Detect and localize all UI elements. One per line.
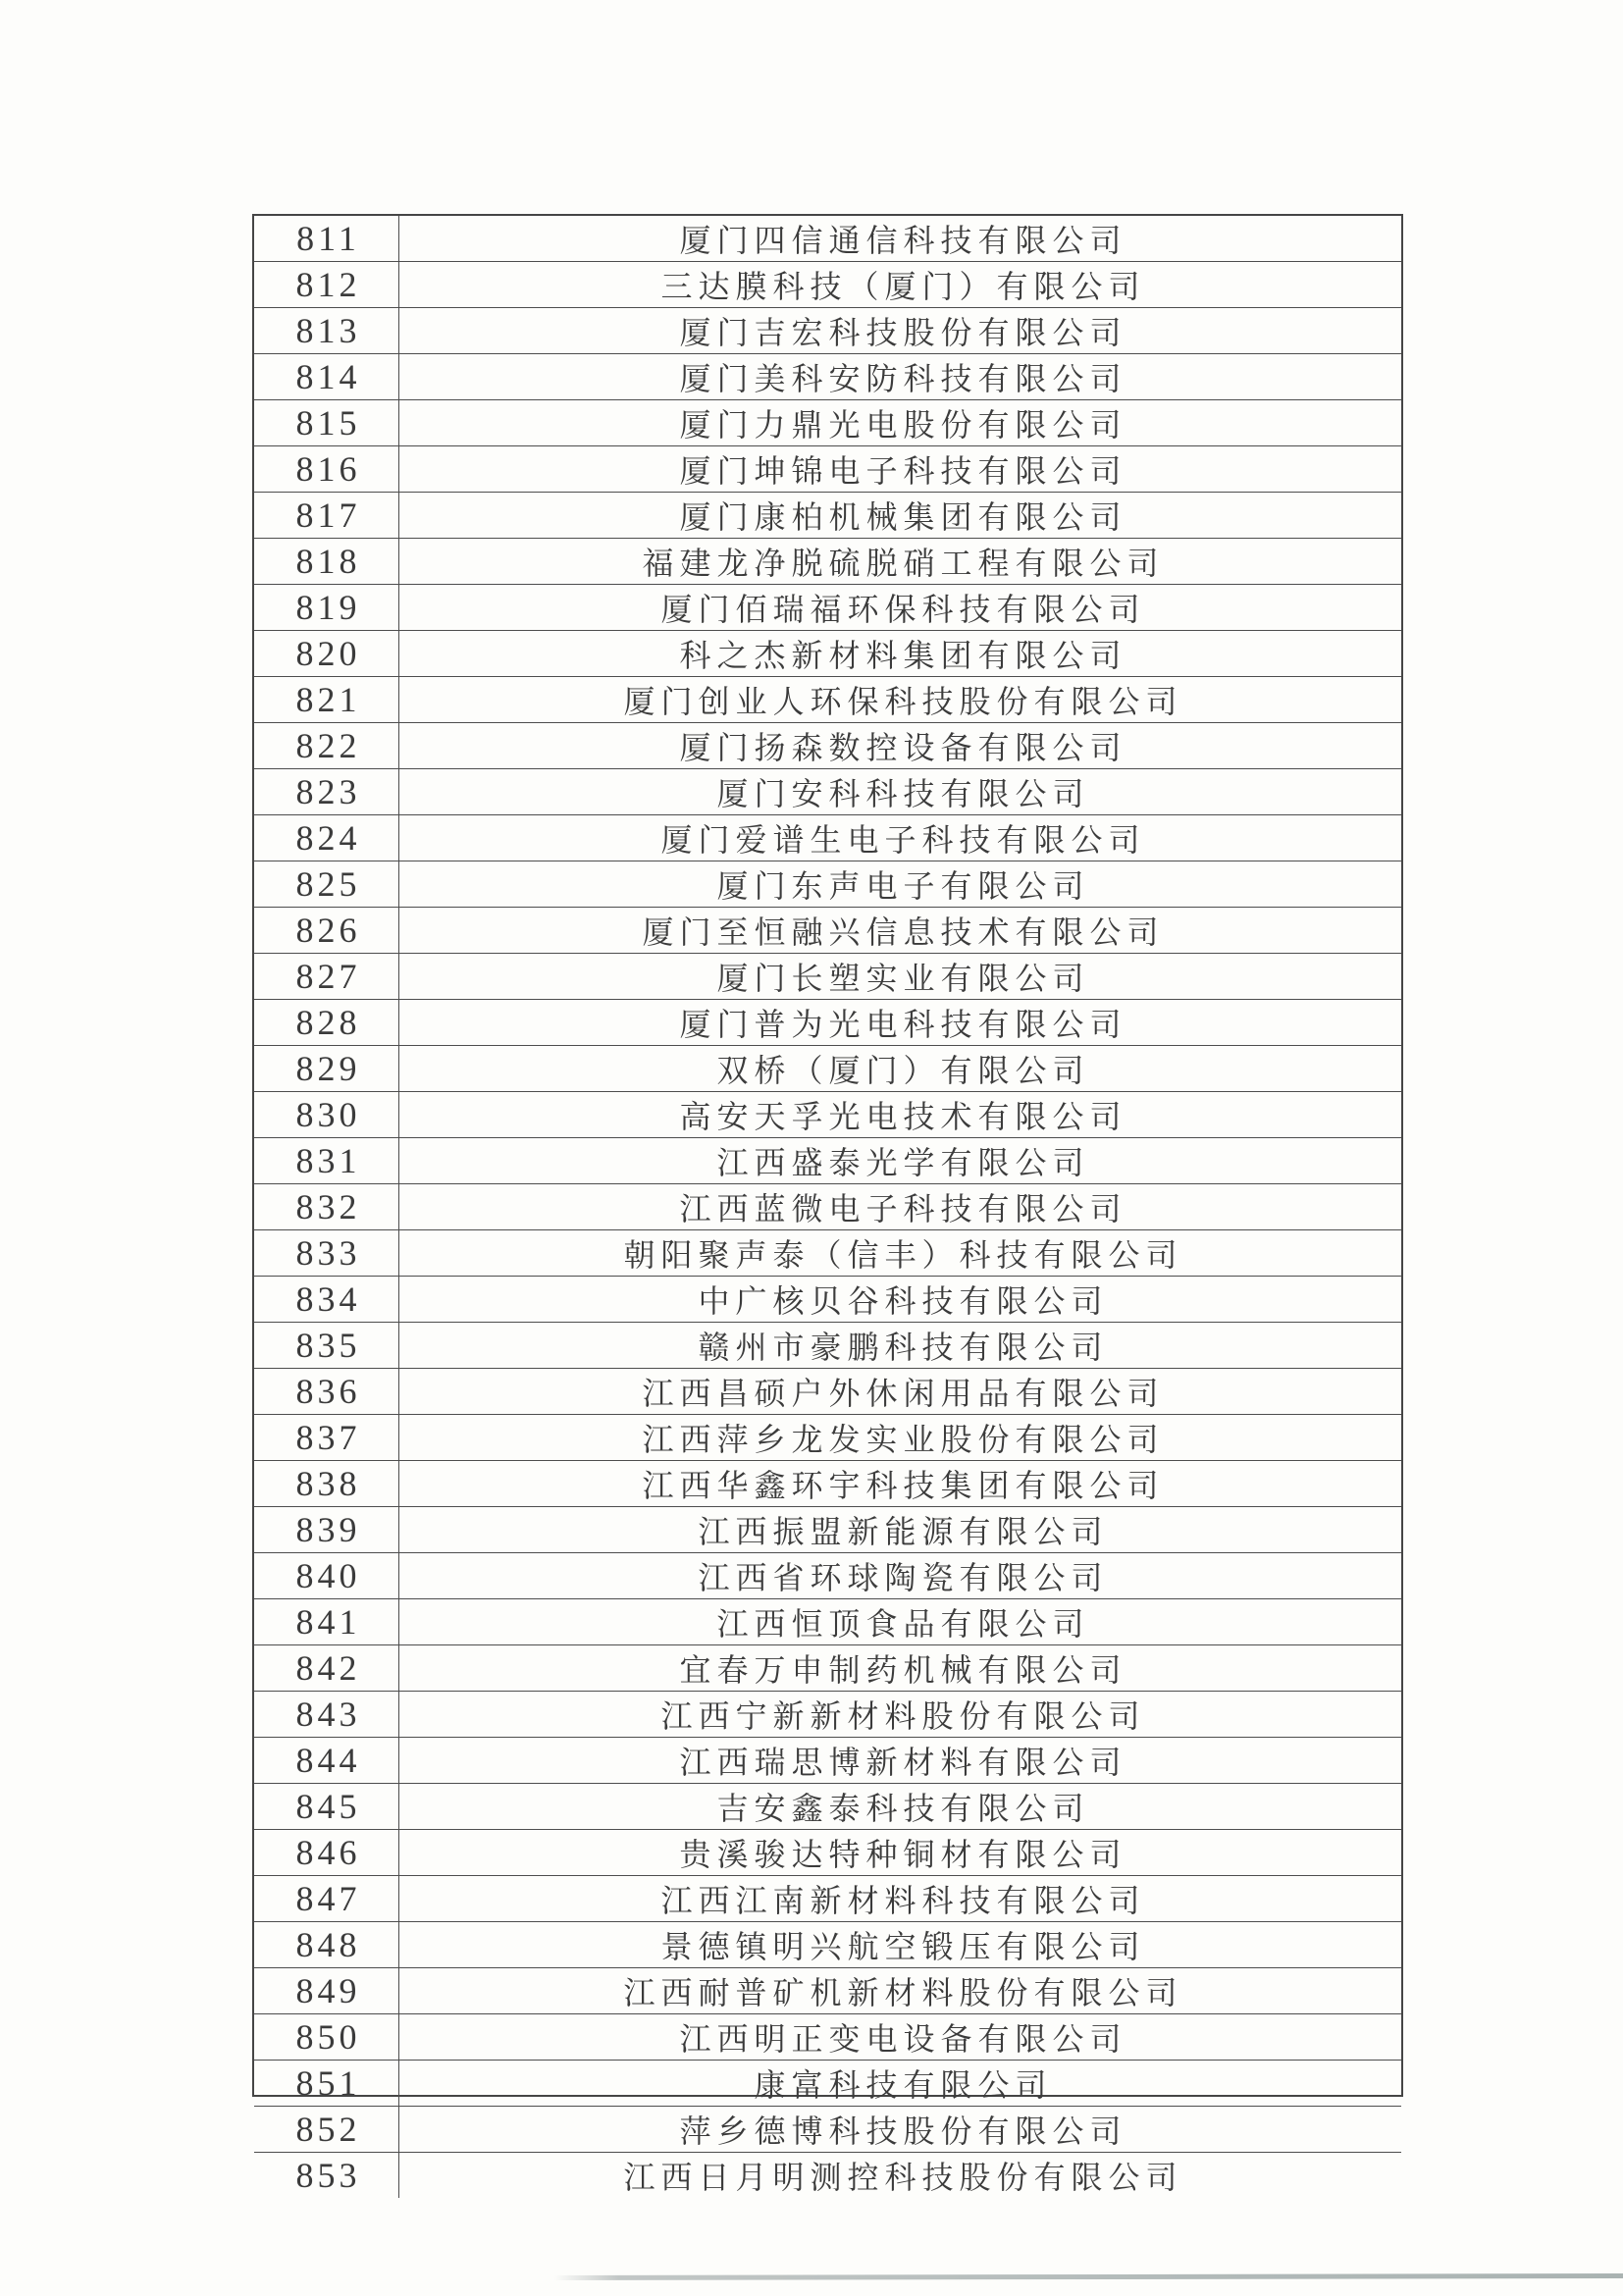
company-name: 福建龙净脱硫脱硝工程有限公司 — [642, 546, 1165, 581]
table-row — [254, 722, 1401, 768]
row-number: 840 — [254, 1553, 399, 1598]
company-name: 江西省环球陶瓷有限公司 — [698, 1560, 1109, 1595]
scan-artifact-line — [554, 2273, 1623, 2280]
row-number: 823 — [254, 769, 399, 814]
table-row — [254, 1137, 1401, 1183]
company-name: 厦门安科科技有限公司 — [716, 776, 1090, 811]
company-name: 厦门力鼎光电股份有限公司 — [679, 407, 1127, 443]
table-row — [254, 1322, 1401, 1368]
company-name: 江西华鑫环宇科技集团有限公司 — [642, 1468, 1165, 1503]
row-number: 842 — [254, 1645, 399, 1691]
company-name: 宜春万申制药机械有限公司 — [679, 1652, 1127, 1688]
row-number: 829 — [254, 1046, 399, 1091]
company-name: 双桥（厦门）有限公司 — [716, 1053, 1090, 1088]
row-number: 834 — [254, 1277, 399, 1322]
table-row — [254, 1691, 1401, 1737]
row-number: 835 — [254, 1323, 399, 1368]
row-number: 830 — [254, 1092, 399, 1137]
company-name: 江西日月明测控科技股份有限公司 — [623, 2160, 1183, 2195]
row-number: 825 — [254, 861, 399, 907]
table-row — [254, 1875, 1401, 1921]
row-number: 833 — [254, 1230, 399, 1276]
company-name: 萍乡德博科技股份有限公司 — [679, 2113, 1127, 2149]
row-number: 814 — [254, 354, 399, 399]
company-name: 江西盛泰光学有限公司 — [716, 1145, 1090, 1180]
table-row — [254, 1598, 1401, 1644]
table-row — [254, 814, 1401, 861]
table-row — [254, 1644, 1401, 1691]
table-row — [254, 492, 1401, 538]
row-number: 817 — [254, 493, 399, 538]
table-row — [254, 1414, 1401, 1460]
company-name: 厦门普为光电科技有限公司 — [679, 1007, 1127, 1042]
row-number: 827 — [254, 954, 399, 999]
row-number: 828 — [254, 1000, 399, 1045]
row-number: 851 — [254, 2061, 399, 2106]
table-row — [254, 907, 1401, 953]
company-name: 江西瑞思博新材料有限公司 — [679, 1745, 1127, 1780]
table-row — [254, 445, 1401, 492]
row-number: 843 — [254, 1692, 399, 1737]
company-name: 厦门创业人环保科技股份有限公司 — [623, 684, 1183, 719]
row-number: 847 — [254, 1876, 399, 1921]
company-name: 江西昌硕户外休闲用品有限公司 — [642, 1376, 1165, 1411]
table-row — [254, 2106, 1401, 2152]
row-number: 821 — [254, 677, 399, 722]
row-number: 815 — [254, 400, 399, 445]
company-name: 江西宁新新材料股份有限公司 — [660, 1698, 1146, 1734]
row-number: 850 — [254, 2014, 399, 2060]
table-row — [254, 261, 1401, 307]
company-name: 厦门长塑实业有限公司 — [716, 961, 1090, 996]
row-number: 846 — [254, 1830, 399, 1875]
table-row — [254, 1506, 1401, 1552]
row-number: 853 — [254, 2153, 399, 2198]
company-name: 厦门吉宏科技股份有限公司 — [679, 315, 1127, 350]
row-number: 822 — [254, 723, 399, 768]
company-name: 厦门坤锦电子科技有限公司 — [679, 453, 1127, 489]
company-name: 贵溪骏达特种铜材有限公司 — [679, 1837, 1127, 1872]
row-number: 832 — [254, 1184, 399, 1229]
table-row — [254, 1737, 1401, 1783]
row-number: 836 — [254, 1369, 399, 1414]
table-row — [254, 2013, 1401, 2060]
row-number: 819 — [254, 585, 399, 630]
company-name: 厦门东声电子有限公司 — [716, 868, 1090, 904]
row-number: 811 — [254, 216, 399, 261]
company-name: 康富科技有限公司 — [754, 2067, 1053, 2103]
company-name: 三达膜科技（厦门）有限公司 — [660, 269, 1146, 304]
row-number: 848 — [254, 1922, 399, 1967]
table-row — [254, 2152, 1401, 2198]
row-number: 852 — [254, 2107, 399, 2152]
table-row — [254, 630, 1401, 676]
company-name: 江西江南新材料科技有限公司 — [660, 1883, 1146, 1918]
company-name: 江西振盟新能源有限公司 — [698, 1514, 1109, 1549]
table-row — [254, 353, 1401, 399]
table-row — [254, 1276, 1401, 1322]
table-row — [254, 953, 1401, 999]
company-name: 景德镇明兴航空锻压有限公司 — [660, 1929, 1146, 1964]
company-name: 江西耐普矿机新材料股份有限公司 — [623, 1975, 1183, 2010]
table-row — [254, 1368, 1401, 1414]
company-table — [252, 214, 1403, 2195]
table-row — [254, 676, 1401, 722]
company-name: 赣州市豪鹏科技有限公司 — [698, 1330, 1109, 1365]
row-number: 837 — [254, 1415, 399, 1460]
company-name: 厦门爱谱生电子科技有限公司 — [660, 822, 1146, 858]
row-number: 826 — [254, 908, 399, 953]
company-name: 厦门至恒融兴信息技术有限公司 — [642, 914, 1165, 950]
table-row — [254, 2060, 1401, 2106]
table-row — [254, 1921, 1401, 1967]
company-name: 厦门四信通信科技有限公司 — [679, 223, 1127, 258]
row-number: 844 — [254, 1738, 399, 1783]
row-number: 841 — [254, 1599, 399, 1644]
company-name: 江西明正变电设备有限公司 — [679, 2021, 1127, 2057]
table-row — [254, 307, 1401, 353]
row-number: 845 — [254, 1784, 399, 1829]
company-name: 厦门美科安防科技有限公司 — [679, 361, 1127, 396]
table-row — [254, 1967, 1401, 2013]
table-row — [254, 538, 1401, 584]
table-row — [254, 1229, 1401, 1276]
company-name: 厦门康柏机械集团有限公司 — [679, 499, 1127, 535]
row-number: 812 — [254, 262, 399, 307]
table-row — [254, 999, 1401, 1045]
company-name: 吉安鑫泰科技有限公司 — [716, 1791, 1090, 1826]
table-row — [254, 1045, 1401, 1091]
company-name: 科之杰新材料集团有限公司 — [679, 638, 1127, 673]
row-number: 813 — [254, 308, 399, 353]
table-row — [254, 216, 1401, 261]
row-number: 838 — [254, 1461, 399, 1506]
row-number: 831 — [254, 1138, 399, 1183]
table-row — [254, 1091, 1401, 1137]
row-number: 820 — [254, 631, 399, 676]
company-name: 江西萍乡龙发实业股份有限公司 — [642, 1422, 1165, 1457]
table-row — [254, 1829, 1401, 1875]
company-name: 朝阳聚声泰（信丰）科技有限公司 — [623, 1237, 1183, 1273]
row-number: 818 — [254, 539, 399, 584]
company-name: 江西恒顶食品有限公司 — [716, 1606, 1090, 1642]
company-name: 江西蓝微电子科技有限公司 — [679, 1191, 1127, 1226]
table-row — [254, 1552, 1401, 1598]
company-name: 高安天孚光电技术有限公司 — [679, 1099, 1127, 1134]
company-name: 厦门佰瑞福环保科技有限公司 — [660, 592, 1146, 627]
table-row — [254, 584, 1401, 630]
row-number: 849 — [254, 1968, 399, 2013]
table-row — [254, 1183, 1401, 1229]
table-row — [254, 768, 1401, 814]
table-row — [254, 1783, 1401, 1829]
table-row — [254, 399, 1401, 445]
row-number: 824 — [254, 815, 399, 861]
row-number: 816 — [254, 446, 399, 492]
table-row — [254, 1460, 1401, 1506]
row-number: 839 — [254, 1507, 399, 1552]
company-name: 厦门扬森数控设备有限公司 — [679, 730, 1127, 765]
table-row — [254, 861, 1401, 907]
company-name: 中广核贝谷科技有限公司 — [698, 1283, 1109, 1319]
